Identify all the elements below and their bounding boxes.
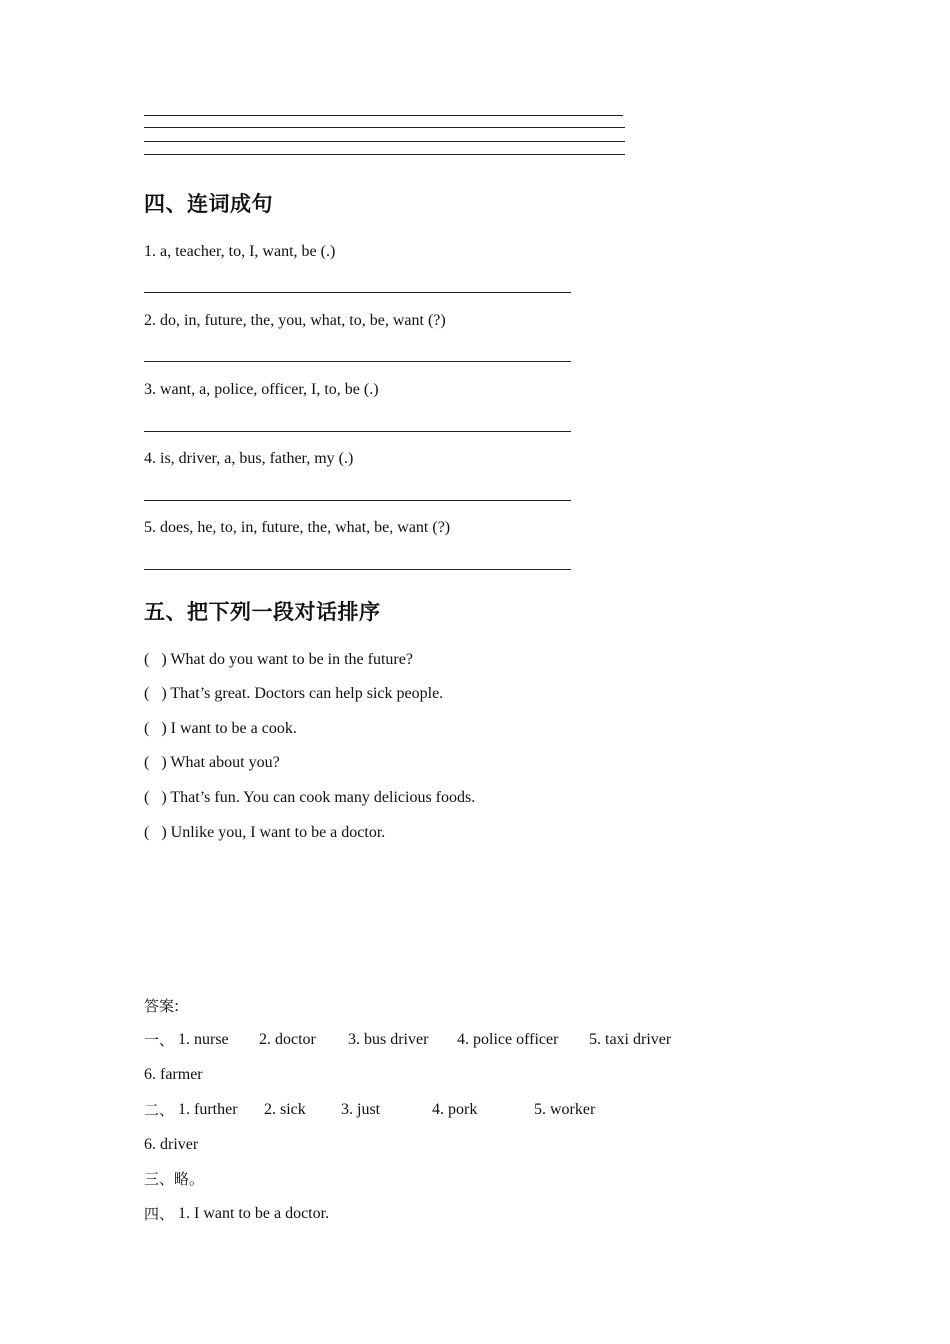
section-5-heading: 五、把下列一段对话排序	[144, 600, 381, 624]
writing-line[interactable]	[144, 141, 625, 142]
answer-item: 6. driver	[144, 1136, 199, 1153]
question-item: 3. want, a, police, officer, I, to, be (.)	[144, 381, 379, 398]
section-4-heading: 四、连词成句	[144, 192, 273, 216]
answer-blank[interactable]	[144, 500, 571, 501]
answers-part-4	[144, 1204, 744, 1224]
answer-item: 2. sick	[264, 1101, 306, 1118]
question-item: 1. a, teacher, to, I, want, be (.)	[144, 243, 336, 260]
answers-part-1	[144, 1030, 744, 1050]
writing-line[interactable]	[144, 154, 625, 155]
answers-part-4-prefix: 四、	[144, 1205, 175, 1223]
answer-item: 5. taxi driver	[589, 1031, 672, 1048]
question-item: 2. do, in, future, the, you, what, to, be, want (?)	[144, 312, 446, 329]
dialogue-item: ( ) Unlike you, I want to be a doctor.	[144, 824, 386, 841]
dialogue-item: ( ) That’s fun. You can cook many delicious foods.	[144, 789, 476, 806]
answer-item: 5. worker	[534, 1101, 596, 1118]
answer-blank[interactable]	[144, 431, 571, 432]
answer-blank[interactable]	[144, 361, 571, 362]
answer-item: 1. I want to be a doctor.	[178, 1205, 330, 1222]
answer-item: 2. doctor	[259, 1031, 316, 1048]
answer-item: 6. farmer	[144, 1066, 203, 1083]
answer-item: 1. further	[178, 1101, 238, 1118]
dialogue-item: ( ) What about you?	[144, 754, 280, 771]
answer-blank[interactable]	[144, 569, 571, 570]
answers-part-1-prefix: 一、	[144, 1031, 175, 1049]
answers-title: 答案:	[144, 997, 180, 1015]
dialogue-item: ( ) I want to be a cook.	[144, 720, 297, 737]
dialogue-item: ( ) That’s great. Doctors can help sick people.	[144, 685, 444, 702]
answer-item: 1. nurse	[178, 1031, 229, 1048]
answer-item: 3. bus driver	[348, 1031, 429, 1048]
writing-line[interactable]	[144, 127, 625, 128]
answers-part-2-prefix: 二、	[144, 1101, 175, 1119]
answer-blank[interactable]	[144, 292, 571, 293]
answers-part-3: 三、略。	[144, 1170, 205, 1188]
answers-part-2	[144, 1100, 744, 1120]
dialogue-item: ( ) What do you want to be in the future?	[144, 651, 413, 668]
answer-item: 4. pork	[432, 1101, 478, 1118]
question-item: 5. does, he, to, in, future, the, what, be, want (?)	[144, 519, 451, 536]
writing-line[interactable]	[144, 115, 623, 116]
question-item: 4. is, driver, a, bus, father, my (.)	[144, 450, 354, 467]
answer-item: 3. just	[341, 1101, 381, 1118]
answer-item: 4. police officer	[457, 1031, 559, 1048]
